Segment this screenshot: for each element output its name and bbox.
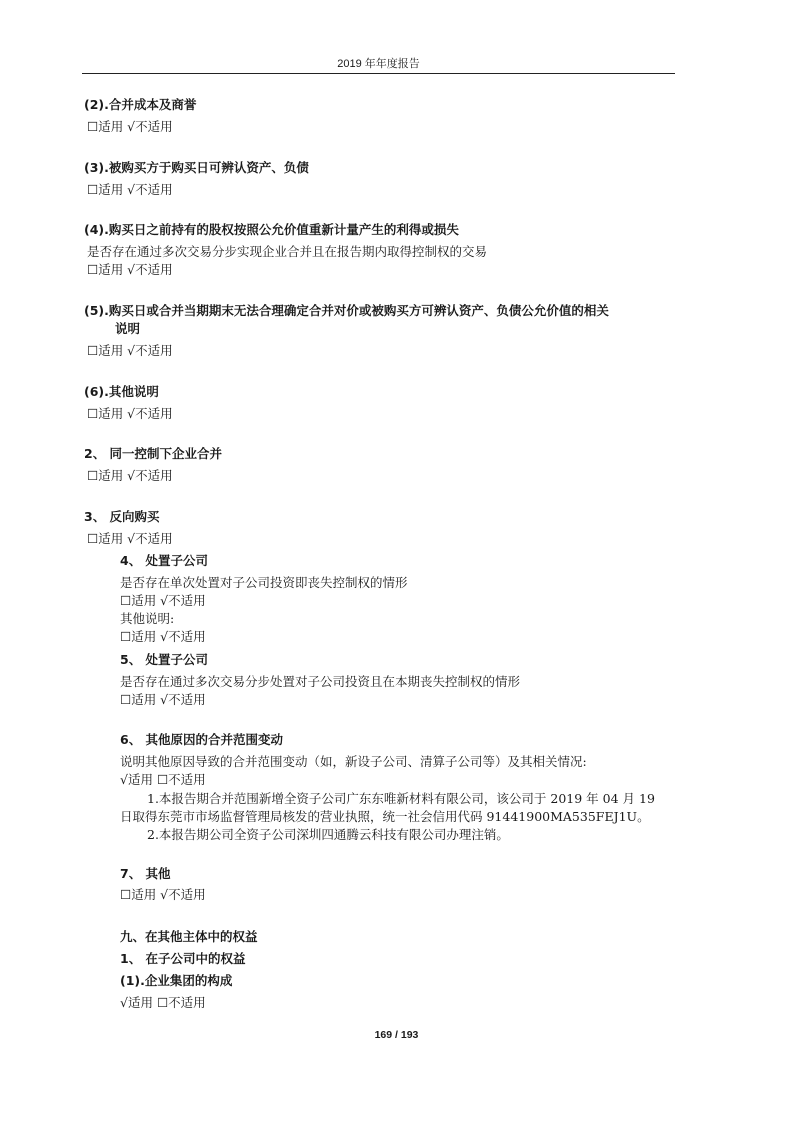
- section-2-heading: (2).合并成本及商誉: [84, 97, 197, 112]
- part-9-sub-sub-heading: (1).企业集团的构成: [120, 973, 233, 988]
- scope-change-text: 说明其他原因导致的合并范围变动（如，新设子公司、清算子公司等）及其相关情况:: [120, 754, 587, 769]
- section-2-option: ☐适用 √不适用: [87, 119, 173, 134]
- disposal-4-text: 是否存在单次处置对子公司投资即丧失控制权的情形: [120, 575, 408, 590]
- disposal-5-option: ☐适用 √不适用: [120, 692, 206, 707]
- disposal-4-other-label: 其他说明:: [120, 611, 175, 626]
- scope-change-item-2: 2.本报告期公司全资子公司深圳四通腾云科技有限公司办理注销。: [147, 827, 509, 842]
- page-header: 2019 年年度报告: [337, 58, 420, 70]
- scope-change-option: √适用 ☐不适用: [120, 772, 206, 787]
- part-9-sub-heading: 1、 在子公司中的权益: [120, 951, 246, 966]
- other-7-option: ☐适用 √不适用: [120, 887, 206, 902]
- page-number: 169 / 193: [374, 1029, 419, 1041]
- section-5-option: ☐适用 √不适用: [87, 343, 173, 358]
- section-4-option: ☐适用 √不适用: [87, 262, 173, 277]
- header-divider: [82, 73, 675, 74]
- reverse-purchase-heading: 3、 反向购买: [84, 509, 160, 524]
- section-5-heading-cont: 说明: [115, 321, 141, 336]
- scope-change-item-1: 1.本报告期合并范围新增全资子公司广东东唯新材料有限公司，该公司于 2019 年 04 月 19: [147, 791, 655, 806]
- reverse-purchase-option: ☐适用 √不适用: [87, 531, 173, 546]
- same-control-option: ☐适用 √不适用: [87, 468, 173, 483]
- disposal-4-heading: 4、 处置子公司: [120, 553, 209, 568]
- section-6-option: ☐适用 √不适用: [87, 406, 173, 421]
- disposal-5-text: 是否存在通过多次交易分步处置对子公司投资且在本期丧失控制权的情形: [120, 674, 521, 689]
- part-9-option: √适用 ☐不适用: [120, 995, 206, 1010]
- disposal-4-other-option: ☐适用 √不适用: [120, 629, 206, 644]
- section-3-option: ☐适用 √不适用: [87, 182, 173, 197]
- part-9-heading: 九、在其他主体中的权益: [120, 929, 258, 944]
- other-7-heading: 7、 其他: [120, 866, 171, 881]
- section-3-heading: (3).被购买方于购买日可辨认资产、负债: [84, 160, 309, 175]
- section-6-heading: (6).其他说明: [84, 384, 159, 399]
- same-control-heading: 2、 同一控制下企业合并: [84, 446, 223, 461]
- section-4-text: 是否存在通过多次交易分步实现企业合并且在报告期内取得控制权的交易: [87, 244, 488, 259]
- disposal-5-heading: 5、 处置子公司: [120, 652, 209, 667]
- section-4-heading: (4).购买日之前持有的股权按照公允价值重新计量产生的利得或损失: [84, 222, 459, 237]
- disposal-4-option: ☐适用 √不适用: [120, 593, 206, 608]
- section-5-heading: (5).购买日或合并当期期末无法合理确定合并对价或被购买方可辨认资产、负债公允价值的相关: [84, 303, 609, 318]
- scope-change-heading: 6、 其他原因的合并范围变动: [120, 732, 284, 747]
- scope-change-item-1-cont: 日取得东莞市市场监督管理局核发的营业执照，统一社会信用代码 91441900MA535FEJ1U。: [120, 809, 650, 824]
